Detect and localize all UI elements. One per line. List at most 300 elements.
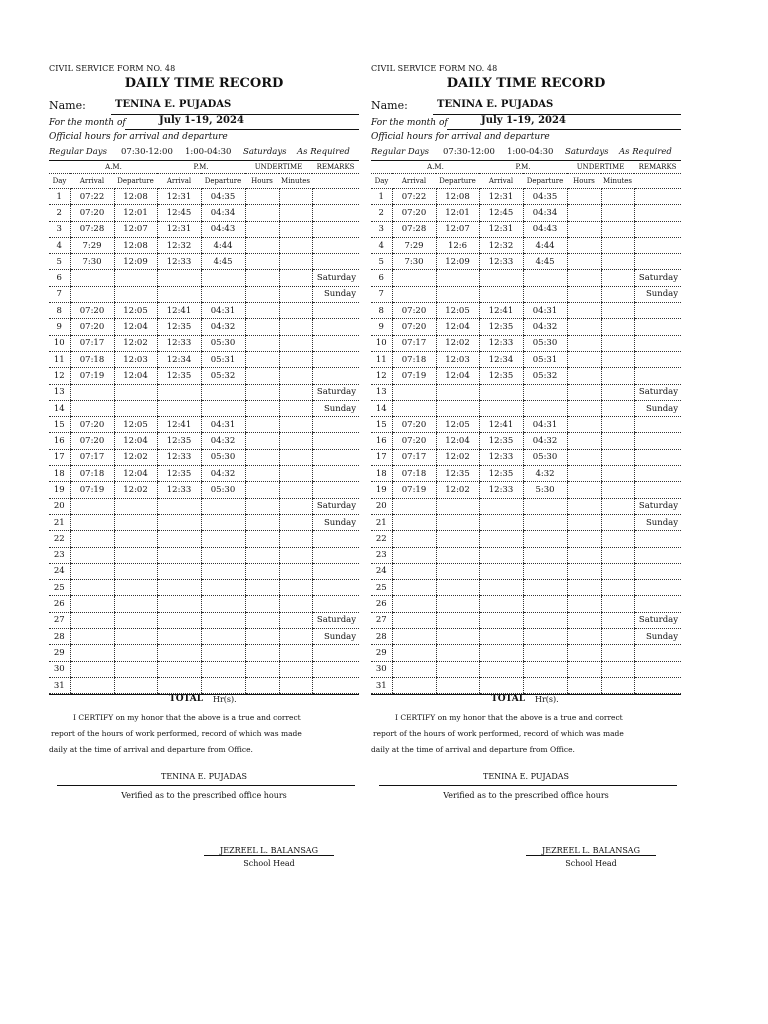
table-row <box>371 482 681 498</box>
form-title: DAILY TIME RECORD <box>446 76 606 91</box>
dtr-form-right <box>371 64 681 868</box>
cell-pm-departure: 04:35 <box>201 189 245 205</box>
cell-remarks <box>312 433 359 449</box>
total-row <box>371 694 681 708</box>
cell-am-arrival: 07:17 <box>392 449 436 465</box>
cell-pm-departure <box>201 629 245 645</box>
cell-undertime-hours <box>245 319 279 335</box>
cell-am-departure <box>114 286 157 302</box>
cell-am-arrival: 07:17 <box>392 335 436 351</box>
cell-pm-departure: 04:43 <box>523 221 567 237</box>
cell-pm-arrival <box>479 384 523 400</box>
am-header: A.M. <box>392 161 479 174</box>
cell-remarks <box>634 319 681 335</box>
cell-undertime-hours <box>245 661 279 677</box>
table-row <box>371 661 681 677</box>
cell-am-arrival <box>392 677 436 693</box>
table-row <box>371 531 681 547</box>
cell-undertime-minutes <box>601 237 634 253</box>
cell-am-departure <box>436 612 479 628</box>
cell-day: 1 <box>371 189 392 205</box>
cell-am-arrival: 07:20 <box>70 417 114 433</box>
certification <box>371 710 681 758</box>
cell-day: 9 <box>371 319 392 335</box>
col-am-arrival: Arrival <box>70 174 114 189</box>
cell-am-departure: 12:04 <box>436 368 479 384</box>
cell-am-departure: 12:04 <box>114 433 157 449</box>
regular-days-row <box>371 145 681 161</box>
cell-am-arrival <box>70 612 114 628</box>
cell-undertime-minutes <box>601 661 634 677</box>
pm-header: P.M. <box>157 161 245 174</box>
cell-remarks <box>312 661 359 677</box>
cell-pm-arrival <box>479 645 523 661</box>
cell-pm-departure <box>523 661 567 677</box>
cell-am-arrival <box>392 645 436 661</box>
cell-am-arrival <box>70 645 114 661</box>
cell-am-departure <box>114 580 157 596</box>
cell-undertime-hours <box>245 498 279 514</box>
table-row <box>49 433 359 449</box>
table-row <box>49 335 359 351</box>
cell-day: 6 <box>49 270 70 286</box>
cell-remarks <box>312 417 359 433</box>
cell-day: 17 <box>49 449 70 465</box>
cell-undertime-minutes <box>279 645 312 661</box>
cell-pm-departure <box>201 514 245 530</box>
cell-undertime-hours <box>245 645 279 661</box>
cell-undertime-minutes <box>601 254 634 270</box>
cell-pm-departure <box>523 498 567 514</box>
cell-am-departure <box>114 661 157 677</box>
cell-undertime-hours <box>567 677 601 693</box>
cell-remarks: Sunday <box>312 514 359 530</box>
table-row <box>49 417 359 433</box>
cell-remarks <box>634 596 681 612</box>
cell-pm-arrival: 12:31 <box>157 221 201 237</box>
cell-remarks <box>634 335 681 351</box>
signature-line <box>57 785 355 786</box>
cell-am-departure <box>436 514 479 530</box>
pm-hours: 1:00-04:30 <box>507 147 554 157</box>
cell-day: 20 <box>49 498 70 514</box>
cell-day: 12 <box>371 368 392 384</box>
cell-undertime-hours <box>245 303 279 319</box>
table-row <box>49 531 359 547</box>
form-number: CIVIL SERVICE FORM NO. 48 <box>49 64 176 73</box>
table-row <box>371 547 681 563</box>
cell-pm-departure: 04:32 <box>523 319 567 335</box>
table-row <box>49 466 359 482</box>
cell-day: 21 <box>371 514 392 530</box>
table-row <box>371 270 681 286</box>
cell-undertime-minutes <box>279 449 312 465</box>
cell-day: 25 <box>371 580 392 596</box>
cell-am-arrival: 7:30 <box>70 254 114 270</box>
cell-remarks: Saturday <box>312 612 359 628</box>
cell-undertime-hours <box>567 319 601 335</box>
cell-pm-arrival: 12:35 <box>157 319 201 335</box>
cell-am-departure: 12:03 <box>114 351 157 367</box>
cell-pm-departure <box>201 612 245 628</box>
cell-pm-departure: 04:32 <box>201 466 245 482</box>
cell-pm-arrival: 12:31 <box>157 189 201 205</box>
cell-am-arrival: 07:17 <box>70 335 114 351</box>
cell-remarks <box>312 368 359 384</box>
cell-remarks <box>312 531 359 547</box>
cell-remarks <box>312 449 359 465</box>
cell-am-arrival: 07:20 <box>392 319 436 335</box>
cell-undertime-minutes <box>279 482 312 498</box>
cell-am-departure <box>114 270 157 286</box>
verified-text: Verified as to the prescribed office hours <box>121 791 287 801</box>
table-row <box>371 319 681 335</box>
cell-remarks <box>312 677 359 693</box>
cell-undertime-hours <box>245 596 279 612</box>
cell-day: 1 <box>49 189 70 205</box>
col-pm-departure: Departure <box>523 174 567 189</box>
cell-pm-arrival <box>157 286 201 302</box>
cell-am-departure <box>114 677 157 693</box>
cell-undertime-minutes <box>279 351 312 367</box>
cell-remarks <box>634 677 681 693</box>
cell-remarks: Saturday <box>312 384 359 400</box>
cell-pm-arrival <box>479 563 523 579</box>
cell-undertime-hours <box>245 580 279 596</box>
cell-pm-departure: 04:31 <box>523 417 567 433</box>
table-row <box>371 286 681 302</box>
cell-undertime-minutes <box>601 417 634 433</box>
regular-days-label: Regular Days <box>371 147 429 157</box>
cell-undertime-hours <box>245 433 279 449</box>
table-row <box>49 449 359 465</box>
cell-am-arrival <box>392 661 436 677</box>
cell-undertime-minutes <box>279 417 312 433</box>
cell-am-departure <box>436 531 479 547</box>
cell-pm-departure: 5:30 <box>523 482 567 498</box>
cell-pm-arrival <box>157 400 201 416</box>
cell-remarks <box>312 254 359 270</box>
table-row <box>49 612 359 628</box>
school-head-title: School Head <box>243 859 295 868</box>
cell-undertime-hours <box>245 531 279 547</box>
cell-am-arrival <box>70 270 114 286</box>
cell-undertime-minutes <box>601 433 634 449</box>
month-underline <box>125 129 359 130</box>
cell-undertime-hours <box>245 629 279 645</box>
cell-undertime-minutes <box>279 270 312 286</box>
col-minutes: Minutes <box>601 174 634 189</box>
cell-undertime-hours <box>567 449 601 465</box>
cell-pm-arrival: 12:34 <box>479 351 523 367</box>
cell-am-arrival <box>70 498 114 514</box>
employee-name: TENINA E. PUJADAS <box>115 99 232 110</box>
cell-undertime-hours <box>245 189 279 205</box>
cell-am-departure: 12:01 <box>436 205 479 221</box>
employee-name: TENINA E. PUJADAS <box>437 99 554 110</box>
undertime-header: UNDERTIME <box>245 161 312 174</box>
cell-am-arrival <box>392 547 436 563</box>
cell-remarks <box>634 221 681 237</box>
cell-undertime-minutes <box>279 205 312 221</box>
cell-remarks <box>634 531 681 547</box>
cell-remarks: Sunday <box>634 629 681 645</box>
col-pm-arrival: Arrival <box>479 174 523 189</box>
cell-undertime-minutes <box>601 612 634 628</box>
table-row <box>371 384 681 400</box>
cell-undertime-hours <box>567 237 601 253</box>
cell-undertime-minutes <box>601 286 634 302</box>
cell-am-departure: 12:04 <box>114 319 157 335</box>
cell-am-departure: 12:01 <box>114 205 157 221</box>
table-row <box>49 400 359 416</box>
cell-pm-arrival: 12:45 <box>479 205 523 221</box>
table-row <box>371 417 681 433</box>
official-hours-label: Official hours for arrival and departure <box>49 132 228 142</box>
time-record-table <box>371 161 681 694</box>
cell-am-arrival: 07:18 <box>70 466 114 482</box>
cell-am-arrival: 07:20 <box>392 433 436 449</box>
cell-am-arrival: 07:20 <box>392 205 436 221</box>
total-unit: Hr(s). <box>213 695 237 705</box>
cell-am-arrival: 07:18 <box>392 466 436 482</box>
table-row <box>371 221 681 237</box>
cell-am-arrival: 07:17 <box>70 449 114 465</box>
form-number: CIVIL SERVICE FORM NO. 48 <box>371 64 498 73</box>
cell-pm-departure <box>201 563 245 579</box>
table-body <box>49 189 359 694</box>
cell-pm-arrival <box>479 580 523 596</box>
cell-remarks: Sunday <box>634 514 681 530</box>
cell-am-departure <box>436 677 479 693</box>
cell-pm-arrival <box>157 384 201 400</box>
am-hours: 07:30-12:00 <box>443 147 495 157</box>
cell-pm-arrival <box>479 286 523 302</box>
cell-undertime-hours <box>567 189 601 205</box>
total-unit: Hr(s). <box>535 695 559 705</box>
cell-undertime-minutes <box>601 563 634 579</box>
cell-pm-departure: 04:31 <box>523 303 567 319</box>
cell-undertime-minutes <box>279 563 312 579</box>
cell-remarks <box>634 368 681 384</box>
cell-pm-arrival: 12:33 <box>157 335 201 351</box>
cell-day: 16 <box>371 433 392 449</box>
table-row <box>49 319 359 335</box>
table-row <box>371 368 681 384</box>
cell-undertime-hours <box>245 612 279 628</box>
table-row <box>371 629 681 645</box>
cell-remarks <box>312 466 359 482</box>
table-row <box>49 677 359 693</box>
cell-undertime-minutes <box>601 498 634 514</box>
cell-day: 2 <box>371 205 392 221</box>
cell-remarks <box>634 563 681 579</box>
cell-pm-departure <box>523 629 567 645</box>
cell-undertime-hours <box>567 205 601 221</box>
cell-pm-arrival <box>157 677 201 693</box>
cell-am-departure: 12:04 <box>436 433 479 449</box>
cell-am-arrival: 07:20 <box>70 433 114 449</box>
cell-am-arrival <box>70 677 114 693</box>
table-row <box>49 645 359 661</box>
cell-pm-departure: 05:31 <box>201 351 245 367</box>
cell-am-departure <box>436 286 479 302</box>
cell-pm-departure: 04:34 <box>201 205 245 221</box>
cell-pm-departure: 05:31 <box>523 351 567 367</box>
cell-day: 15 <box>49 417 70 433</box>
cell-pm-arrival: 12:34 <box>157 351 201 367</box>
cell-pm-departure: 4:45 <box>523 254 567 270</box>
cell-am-departure: 12:02 <box>114 449 157 465</box>
cell-pm-departure: 04:35 <box>523 189 567 205</box>
cell-day: 4 <box>371 237 392 253</box>
cell-undertime-hours <box>245 205 279 221</box>
cell-remarks <box>312 319 359 335</box>
cell-undertime-hours <box>245 514 279 530</box>
cell-pm-arrival <box>157 563 201 579</box>
cell-undertime-minutes <box>601 677 634 693</box>
cell-pm-arrival: 12:41 <box>479 303 523 319</box>
pm-header: P.M. <box>479 161 567 174</box>
cell-day: 30 <box>371 661 392 677</box>
cell-undertime-hours <box>245 677 279 693</box>
total-label: TOTAL <box>491 694 526 705</box>
cell-am-arrival <box>392 580 436 596</box>
cell-am-arrival: 07:19 <box>392 482 436 498</box>
cell-am-arrival <box>70 400 114 416</box>
cell-remarks: Saturday <box>634 498 681 514</box>
cell-undertime-minutes <box>279 498 312 514</box>
cell-day: 13 <box>371 384 392 400</box>
cell-undertime-hours <box>567 645 601 661</box>
cell-am-arrival <box>392 629 436 645</box>
cell-undertime-minutes <box>279 286 312 302</box>
cell-pm-departure <box>201 531 245 547</box>
remarks-header: REMARKS <box>312 161 359 174</box>
month-value: July 1-19, 2024 <box>481 115 566 126</box>
cell-remarks: Saturday <box>634 270 681 286</box>
cell-day: 21 <box>49 514 70 530</box>
certification <box>49 710 359 758</box>
cell-remarks <box>634 482 681 498</box>
saturdays-label: Saturdays <box>243 147 287 157</box>
cell-undertime-hours <box>567 400 601 416</box>
cell-am-arrival <box>70 563 114 579</box>
cell-day: 26 <box>371 596 392 612</box>
table-row <box>371 677 681 693</box>
cell-remarks <box>634 189 681 205</box>
cell-day: 27 <box>49 612 70 628</box>
cell-remarks: Sunday <box>312 286 359 302</box>
cell-undertime-hours <box>245 270 279 286</box>
cell-am-departure <box>436 645 479 661</box>
cell-undertime-hours <box>245 400 279 416</box>
cell-day: 12 <box>49 368 70 384</box>
dtr-form-left <box>49 64 359 868</box>
cell-remarks: Saturday <box>312 498 359 514</box>
cell-pm-arrival <box>157 596 201 612</box>
cell-pm-arrival <box>157 514 201 530</box>
cell-day: 18 <box>371 466 392 482</box>
cell-remarks <box>634 254 681 270</box>
cell-undertime-hours <box>567 417 601 433</box>
undertime-header: UNDERTIME <box>567 161 634 174</box>
cell-pm-arrival: 12:31 <box>479 189 523 205</box>
cell-am-arrival <box>392 498 436 514</box>
cert-line-3: daily at the time of arrival and departure from Office. <box>49 745 253 755</box>
cell-undertime-minutes <box>601 205 634 221</box>
cell-am-departure: 12:05 <box>436 417 479 433</box>
cell-am-arrival <box>70 596 114 612</box>
cell-am-departure <box>114 547 157 563</box>
cell-undertime-hours <box>245 547 279 563</box>
cell-pm-departure: 04:31 <box>201 303 245 319</box>
cell-remarks <box>312 351 359 367</box>
cell-undertime-hours <box>245 335 279 351</box>
cell-am-arrival <box>392 270 436 286</box>
cell-am-arrival <box>70 629 114 645</box>
cell-am-arrival <box>70 547 114 563</box>
school-head-block <box>526 846 656 868</box>
cell-remarks: Saturday <box>634 612 681 628</box>
cell-remarks <box>312 482 359 498</box>
cell-undertime-minutes <box>601 514 634 530</box>
cell-am-arrival <box>392 563 436 579</box>
cell-pm-departure <box>523 270 567 286</box>
cell-am-departure <box>436 384 479 400</box>
table-row <box>49 482 359 498</box>
cell-day: 7 <box>371 286 392 302</box>
cell-pm-arrival: 12:33 <box>479 449 523 465</box>
cell-undertime-minutes <box>601 629 634 645</box>
cell-undertime-minutes <box>601 400 634 416</box>
month-row <box>49 115 359 130</box>
cell-day: 29 <box>371 645 392 661</box>
cell-pm-departure <box>523 612 567 628</box>
cell-pm-arrival: 12:32 <box>479 237 523 253</box>
cell-pm-departure: 4:32 <box>523 466 567 482</box>
cell-day: 16 <box>49 433 70 449</box>
cell-am-departure <box>114 563 157 579</box>
cell-undertime-minutes <box>279 189 312 205</box>
cell-undertime-minutes <box>601 319 634 335</box>
cell-am-arrival: 7:29 <box>392 237 436 253</box>
saturdays-label: Saturdays <box>565 147 609 157</box>
name-label: Name: <box>371 99 408 112</box>
cell-pm-departure: 05:30 <box>523 449 567 465</box>
cell-pm-departure <box>523 547 567 563</box>
cell-am-arrival <box>70 286 114 302</box>
table-row <box>49 189 359 205</box>
cell-am-arrival: 07:28 <box>392 221 436 237</box>
cell-pm-arrival <box>479 514 523 530</box>
employee-signature-name: TENINA E. PUJADAS <box>482 772 569 782</box>
cell-am-departure: 12:07 <box>114 221 157 237</box>
cell-pm-departure <box>201 596 245 612</box>
cell-day: 9 <box>49 319 70 335</box>
cell-am-arrival: 07:28 <box>70 221 114 237</box>
cell-undertime-minutes <box>601 270 634 286</box>
cell-pm-departure: 04:34 <box>523 205 567 221</box>
table-row <box>49 384 359 400</box>
table-row <box>49 351 359 367</box>
cell-pm-departure <box>201 580 245 596</box>
cell-undertime-hours <box>245 237 279 253</box>
cell-undertime-minutes <box>279 303 312 319</box>
name-row <box>49 99 359 115</box>
cell-pm-departure: 04:31 <box>201 417 245 433</box>
cell-pm-arrival: 12:33 <box>479 335 523 351</box>
